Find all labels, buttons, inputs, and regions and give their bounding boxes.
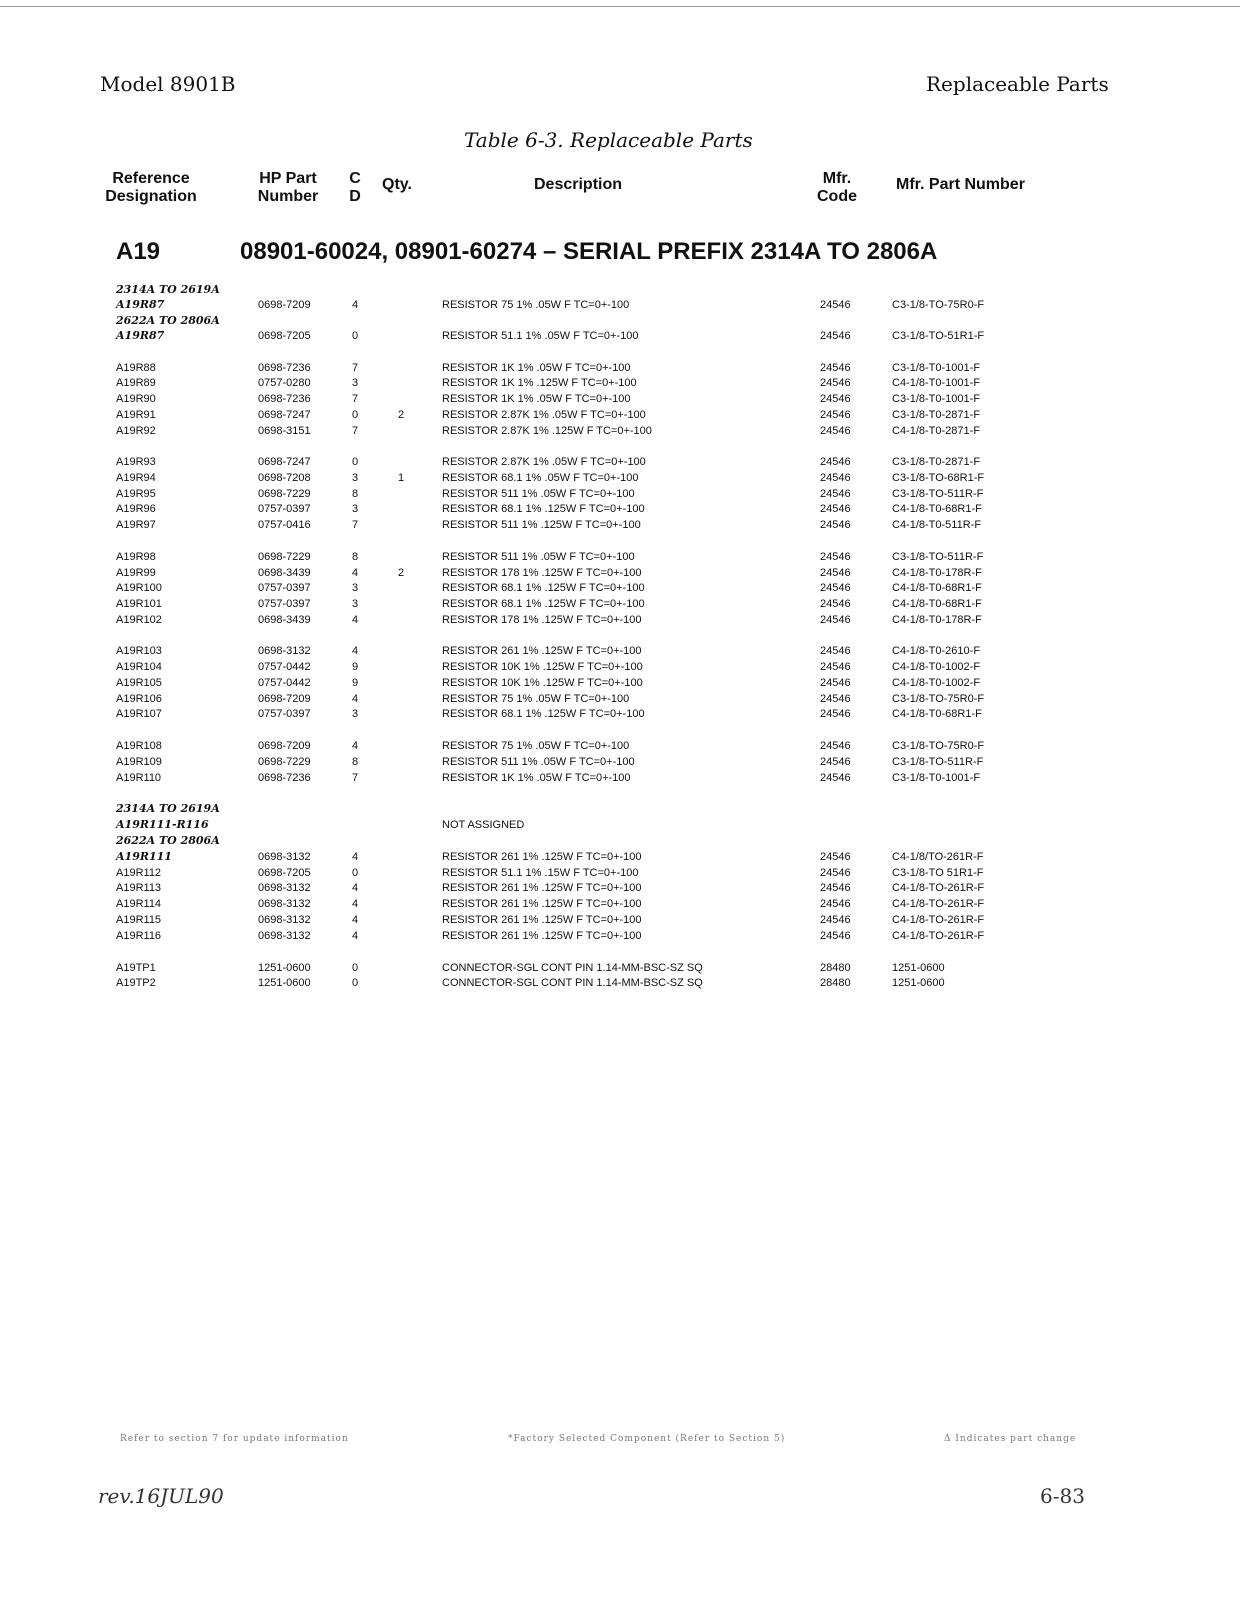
cell-cd: 4 (352, 567, 359, 579)
cell-ref: A19R91 (116, 409, 156, 421)
cell-cd: 3 (352, 708, 359, 720)
col-header-mfr-line1: Mfr. (822, 170, 852, 187)
cell-mpn: C3-1/8-T0-1001-F (892, 393, 981, 405)
cell-ref: A19R109 (116, 756, 162, 768)
table-caption: Table 6-3. Replaceable Parts (464, 128, 753, 152)
table-row (0, 691, 1240, 707)
cell-cd: 0 (352, 867, 359, 879)
cell-hp: 0698-3151 (258, 425, 311, 437)
cell-cd: 4 (352, 693, 359, 705)
cell-desc: RESISTOR 178 1% .125W F TC=0+-100 (442, 567, 642, 579)
cell-desc: RESISTOR 75 1% .05W F TC=0+-100 (442, 299, 630, 311)
cell-ref: A19R110 (116, 772, 162, 784)
cell-desc: RESISTOR 75 1% .05W F TC=0+-100 (442, 740, 630, 752)
cell-mpn: C3-1/8-T0-1001-F (892, 362, 981, 374)
cell-ref: A19R108 (116, 740, 162, 752)
table-row (0, 517, 1240, 533)
table-row (0, 423, 1240, 439)
cell-ref: A19R103 (116, 645, 162, 657)
cell-mpn: C4-1/8-T0-68R1-F (892, 598, 982, 610)
cell-mpn: C4-1/8-TO-261R-F (892, 930, 985, 942)
cell-desc: RESISTOR 10K 1% .125W F TC=0+-100 (442, 661, 643, 673)
cell-desc: RESISTOR 261 1% .125W F TC=0+-100 (442, 898, 642, 910)
cell-mpn: C4-1/8-TO-261R-F (892, 898, 985, 910)
cell-cd: 4 (352, 930, 359, 942)
cell-cd: 3 (352, 598, 359, 610)
table-row (0, 833, 1240, 849)
cell-cd: 8 (352, 488, 359, 500)
cell-hp: 0698-3132 (258, 882, 311, 894)
cell-ref: 2314A TO 2619A (116, 283, 220, 296)
table-row (0, 801, 1240, 817)
cell-hp: 0698-7209 (258, 299, 311, 311)
cell-desc: RESISTOR 1K 1% .125W F TC=0+-100 (442, 377, 637, 389)
cell-mpn: C3-1/8-T0-2871-F (892, 456, 981, 468)
cell-cd: 0 (352, 962, 359, 974)
table-row (0, 501, 1240, 517)
table-row (0, 975, 1240, 991)
cell-mfr: 24546 (820, 614, 851, 626)
cell-hp: 0698-7229 (258, 488, 311, 500)
cell-desc: RESISTOR 2.87K 1% .125W F TC=0+-100 (442, 425, 652, 437)
cell-ref: A19R99 (116, 567, 156, 579)
cell-desc: RESISTOR 68.1 1% .125W F TC=0+-100 (442, 708, 645, 720)
table-row (0, 754, 1240, 770)
cell-cd: 4 (352, 614, 359, 626)
table-row (0, 928, 1240, 944)
cell-mfr: 28480 (820, 962, 851, 974)
col-header-hp-line1: HP Part (259, 170, 317, 187)
table-row (0, 407, 1240, 423)
cell-hp: 1251-0600 (258, 977, 311, 989)
cell-cd: 4 (352, 882, 359, 894)
cell-mpn: C4-1/8-T0-68R1-F (892, 582, 982, 594)
cell-cd: 8 (352, 756, 359, 768)
cell-cd: 4 (352, 740, 359, 752)
cell-mpn: C4-1/8-T0-2610-F (892, 645, 981, 657)
cell-desc: RESISTOR 1K 1% .05W F TC=0+-100 (442, 362, 631, 374)
cell-cd: 0 (352, 409, 359, 421)
cell-ref: 2314A TO 2619A (116, 802, 220, 815)
table-row (0, 738, 1240, 754)
cell-mfr: 28480 (820, 977, 851, 989)
cell-ref: A19R92 (116, 425, 156, 437)
table-row (0, 549, 1240, 565)
table-row (0, 391, 1240, 407)
cell-hp: 0698-3132 (258, 914, 311, 926)
col-header-qty: Qty. (382, 176, 412, 193)
cell-desc: RESISTOR 511 1% .05W F TC=0+-100 (442, 488, 635, 500)
table-row (0, 675, 1240, 691)
cell-mpn: C3-1/8-T0-2871-F (892, 409, 981, 421)
footer-note-update: Refer to section 7 for update information (120, 1434, 349, 1444)
cell-ref: A19R107 (116, 708, 162, 720)
cell-desc: RESISTOR 261 1% .125W F TC=0+-100 (442, 882, 642, 894)
table-row (0, 470, 1240, 486)
footer-note-part-change: Δ Indicates part change (944, 1434, 1077, 1444)
cell-mpn: C4-1/8-T0-511R-F (892, 519, 982, 531)
col-header-reference-line2: Designation (105, 188, 197, 205)
cell-ref: 2622A TO 2806A (116, 834, 220, 847)
page-number: 6-83 (1040, 1484, 1085, 1508)
cell-cd: 3 (352, 503, 359, 515)
table-row (0, 328, 1240, 344)
cell-mpn: C3-1/8-TO-75R0-F (892, 740, 985, 752)
cell-cd: 3 (352, 377, 359, 389)
table-row (0, 486, 1240, 502)
cell-mpn: C3-1/8-T0-1001-F (892, 772, 981, 784)
table-row (0, 596, 1240, 612)
col-header-description: Description (534, 176, 623, 193)
cell-desc: RESISTOR 2.87K 1% .05W F TC=0+-100 (442, 409, 646, 421)
cell-hp: 0698-7209 (258, 693, 311, 705)
cell-hp: 0698-7236 (258, 772, 311, 784)
cell-mfr: 24546 (820, 898, 851, 910)
cell-mpn: C3-1/8-TO-75R0-F (892, 299, 985, 311)
cell-hp: 0698-7209 (258, 740, 311, 752)
col-header-reference-line1: Reference (112, 170, 190, 187)
cell-mfr: 24546 (820, 851, 851, 863)
cell-hp: 0698-7229 (258, 756, 311, 768)
col-header-mfr-part-number: Mfr. Part Number (896, 176, 1025, 193)
cell-mfr: 24546 (820, 503, 851, 515)
cell-ref: A19R116 (116, 930, 162, 942)
cell-ref: A19R89 (116, 377, 156, 389)
cell-ref: A19R105 (116, 677, 162, 689)
table-row (0, 375, 1240, 391)
model-title: Model 8901B (100, 72, 236, 96)
cell-ref: A19R93 (116, 456, 156, 468)
cell-ref: A19TP2 (116, 977, 156, 989)
col-header-cd-line2: D (349, 188, 361, 205)
cell-mfr: 24546 (820, 488, 851, 500)
cell-hp: 0757-0397 (258, 598, 311, 610)
cell-desc: RESISTOR 511 1% .125W F TC=0+-100 (442, 519, 641, 531)
cell-cd: 7 (352, 362, 359, 374)
cell-hp: 0698-7247 (258, 409, 311, 421)
table-row (0, 817, 1240, 833)
cell-ref: A19R87 (116, 298, 165, 311)
col-header-mfr-line2: Code (817, 188, 857, 205)
cell-hp: 0698-3132 (258, 898, 311, 910)
cell-hp: 0698-7208 (258, 472, 311, 484)
cell-mfr: 24546 (820, 914, 851, 926)
table-row (0, 659, 1240, 675)
cell-mpn: C4-1/8-T0-68R1-F (892, 503, 982, 515)
cell-desc: RESISTOR 511 1% .05W F TC=0+-100 (442, 756, 635, 768)
revision-date: rev.16JUL90 (98, 1484, 224, 1508)
cell-cd: 4 (352, 914, 359, 926)
cell-mpn: C4-1/8-TO-261R-F (892, 914, 985, 926)
table-row (0, 282, 1240, 298)
cell-cd: 7 (352, 519, 359, 531)
cell-cd: 3 (352, 472, 359, 484)
cell-desc: RESISTOR 75 1% .05W F TC=0+-100 (442, 693, 630, 705)
cell-desc: RESISTOR 68.1 1% .125W F TC=0+-100 (442, 503, 645, 515)
cell-ref: 2622A TO 2806A (116, 314, 220, 327)
cell-mfr: 24546 (820, 772, 851, 784)
cell-cd: 0 (352, 456, 359, 468)
cell-mfr: 24546 (820, 299, 851, 311)
cell-ref: A19R106 (116, 693, 162, 705)
cell-desc: CONNECTOR-SGL CONT PIN 1.14-MM-BSC-SZ SQ (442, 962, 703, 974)
cell-hp: 0757-0280 (258, 377, 311, 389)
cell-cd: 4 (352, 645, 359, 657)
cell-mpn: C4-1/8/TO-261R-F (892, 851, 984, 863)
cell-ref: A19R94 (116, 472, 156, 484)
col-header-cd (348, 170, 362, 206)
cell-desc: RESISTOR 261 1% .125W F TC=0+-100 (442, 645, 642, 657)
cell-cd: 8 (352, 551, 359, 563)
table-row (0, 849, 1240, 865)
cell-cd: 4 (352, 851, 359, 863)
cell-desc: RESISTOR 51.1 1% .15W F TC=0+-100 (442, 867, 639, 879)
cell-desc: RESISTOR 2.87K 1% .05W F TC=0+-100 (442, 456, 646, 468)
cell-desc: RESISTOR 51.1 1% .05W F TC=0+-100 (442, 330, 639, 342)
cell-ref: A19R97 (116, 519, 156, 531)
table-row (0, 706, 1240, 722)
cell-cd: 4 (352, 299, 359, 311)
cell-mfr: 24546 (820, 393, 851, 405)
cell-desc: RESISTOR 1K 1% .05W F TC=0+-100 (442, 393, 631, 405)
cell-hp: 0698-7247 (258, 456, 311, 468)
table-row (0, 960, 1240, 976)
cell-hp: 0698-3132 (258, 930, 311, 942)
cell-ref: A19R90 (116, 393, 156, 405)
cell-mpn: C3-1/8-TO-68R1-F (892, 472, 985, 484)
cell-cd: 9 (352, 677, 359, 689)
cell-ref: A19R96 (116, 503, 156, 515)
cell-cd: 9 (352, 661, 359, 673)
cell-ref: A19R98 (116, 551, 156, 563)
cell-mpn: C4-1/8-T0-178R-F (892, 614, 982, 626)
cell-mpn: 1251-0600 (892, 977, 945, 989)
cell-ref: A19TP1 (116, 962, 156, 974)
cell-mfr: 24546 (820, 661, 851, 673)
cell-cd: 7 (352, 425, 359, 437)
section-title: Replaceable Parts (926, 72, 1109, 96)
cell-hp: 0757-0397 (258, 582, 311, 594)
cell-ref: A19R102 (116, 614, 162, 626)
cell-mfr: 24546 (820, 867, 851, 879)
cell-hp: 0698-3439 (258, 567, 311, 579)
table-row (0, 896, 1240, 912)
cell-mpn: C4-1/8-T0-2871-F (892, 425, 981, 437)
table-row (0, 297, 1240, 313)
cell-hp: 0757-0442 (258, 677, 311, 689)
cell-mfr: 24546 (820, 425, 851, 437)
cell-ref: A19R95 (116, 488, 156, 500)
cell-mfr: 24546 (820, 598, 851, 610)
cell-desc: RESISTOR 1K 1% .05W F TC=0+-100 (442, 772, 631, 784)
cell-mpn: C4-1/8-T0-1002-F (892, 661, 981, 673)
cell-mfr: 24546 (820, 551, 851, 563)
cell-mfr: 24546 (820, 330, 851, 342)
cell-ref: A19R115 (116, 914, 162, 926)
cell-mfr: 24546 (820, 708, 851, 720)
col-header-hp-line2: Number (257, 188, 319, 205)
cell-desc: RESISTOR 178 1% .125W F TC=0+-100 (442, 614, 642, 626)
cell-cd: 7 (352, 393, 359, 405)
cell-hp: 0698-7205 (258, 330, 311, 342)
cell-qty: 2 (398, 567, 405, 579)
cell-mpn: C3-1/8-TO-511R-F (892, 551, 984, 563)
cell-desc: RESISTOR 261 1% .125W F TC=0+-100 (442, 930, 642, 942)
cell-ref: A19R88 (116, 362, 156, 374)
col-header-hp-part (254, 170, 322, 206)
table-row (0, 454, 1240, 470)
table-row (0, 912, 1240, 928)
cell-mpn: C3-1/8-TO-511R-F (892, 488, 984, 500)
cell-mfr: 24546 (820, 740, 851, 752)
cell-mpn: 1251-0600 (892, 962, 945, 974)
table-row (0, 360, 1240, 376)
cell-mpn: C3-1/8-TO-75R0-F (892, 693, 985, 705)
cell-mfr: 24546 (820, 456, 851, 468)
col-header-mfr-code (814, 170, 860, 206)
cell-ref: A19R104 (116, 661, 162, 673)
cell-mfr: 24546 (820, 409, 851, 421)
col-header-cd-line1: C (349, 170, 361, 187)
cell-mfr: 24546 (820, 677, 851, 689)
cell-ref: A19R111 (116, 850, 172, 863)
cell-cd: 4 (352, 898, 359, 910)
cell-ref: A19R111-R116 (116, 818, 209, 831)
cell-cd: 0 (352, 977, 359, 989)
cell-mfr: 24546 (820, 362, 851, 374)
cell-mfr: 24546 (820, 693, 851, 705)
cell-hp: 0757-0442 (258, 661, 311, 673)
table-row (0, 865, 1240, 881)
cell-hp: 0698-3132 (258, 851, 311, 863)
cell-cd: 0 (352, 330, 359, 342)
cell-mfr: 24546 (820, 582, 851, 594)
table-row (0, 565, 1240, 581)
cell-hp: 0698-7236 (258, 362, 311, 374)
cell-desc: CONNECTOR-SGL CONT PIN 1.14-MM-BSC-SZ SQ (442, 977, 703, 989)
cell-desc: RESISTOR 68.1 1% .125W F TC=0+-100 (442, 582, 645, 594)
table-row (0, 580, 1240, 596)
cell-desc: NOT ASSIGNED (442, 819, 525, 831)
cell-ref: A19R100 (116, 582, 162, 594)
cell-desc: RESISTOR 261 1% .125W F TC=0+-100 (442, 851, 642, 863)
col-header-reference (104, 170, 198, 206)
cell-hp: 0757-0397 (258, 708, 311, 720)
cell-qty: 1 (398, 472, 405, 484)
cell-cd: 7 (352, 772, 359, 784)
cell-hp: 0698-7236 (258, 393, 311, 405)
cell-hp: 0698-7205 (258, 867, 311, 879)
cell-desc: RESISTOR 511 1% .05W F TC=0+-100 (442, 551, 635, 563)
cell-hp: 0698-3132 (258, 645, 311, 657)
cell-ref: A19R113 (116, 882, 162, 894)
cell-ref: A19R112 (116, 867, 162, 879)
cell-ref: A19R114 (116, 898, 162, 910)
cell-mpn: C4-1/8-TO-261R-F (892, 882, 985, 894)
cell-mfr: 24546 (820, 930, 851, 942)
cell-hp: 0757-0397 (258, 503, 311, 515)
cell-desc: RESISTOR 68.1 1% .05W F TC=0+-100 (442, 472, 639, 484)
cell-desc: RESISTOR 68.1 1% .125W F TC=0+-100 (442, 598, 645, 610)
table-row (0, 612, 1240, 628)
cell-hp: 0698-3439 (258, 614, 311, 626)
cell-mpn: C4-1/8-T0-1001-F (892, 377, 981, 389)
cell-mfr: 24546 (820, 567, 851, 579)
table-row (0, 770, 1240, 786)
cell-hp: 0698-7229 (258, 551, 311, 563)
cell-mpn: C4-1/8-T0-178R-F (892, 567, 982, 579)
table-row (0, 880, 1240, 896)
cell-mfr: 24546 (820, 882, 851, 894)
table-row (0, 313, 1240, 329)
cell-mpn: C4-1/8-T0-68R1-F (892, 708, 982, 720)
cell-mfr: 24546 (820, 756, 851, 768)
cell-mpn: C3-1/8-TO-51R1-F (892, 330, 985, 342)
cell-desc: RESISTOR 10K 1% .125W F TC=0+-100 (442, 677, 643, 689)
cell-mfr: 24546 (820, 645, 851, 657)
top-rule (0, 6, 1240, 7)
cell-mpn: C3-1/8-TO 51R1-F (892, 867, 984, 879)
assembly-description: 08901-60024, 08901-60274 – SERIAL PREFIX 2314A TO 2806A (240, 238, 938, 265)
footer-note-factory-selected: *Factory Selected Component (Refer to Section 5) (508, 1434, 786, 1444)
cell-ref: A19R87 (116, 329, 165, 342)
cell-mpn: C3-1/8-TO-511R-F (892, 756, 984, 768)
assembly-reference: A19 (116, 238, 161, 265)
cell-qty: 2 (398, 409, 405, 421)
cell-cd: 3 (352, 582, 359, 594)
cell-ref: A19R101 (116, 598, 162, 610)
cell-mpn: C4-1/8-T0-1002-F (892, 677, 981, 689)
cell-mfr: 24546 (820, 519, 851, 531)
cell-mfr: 24546 (820, 472, 851, 484)
cell-hp: 0757-0416 (258, 519, 311, 531)
cell-mfr: 24546 (820, 377, 851, 389)
cell-desc: RESISTOR 261 1% .125W F TC=0+-100 (442, 914, 642, 926)
cell-hp: 1251-0600 (258, 962, 311, 974)
table-row (0, 643, 1240, 659)
